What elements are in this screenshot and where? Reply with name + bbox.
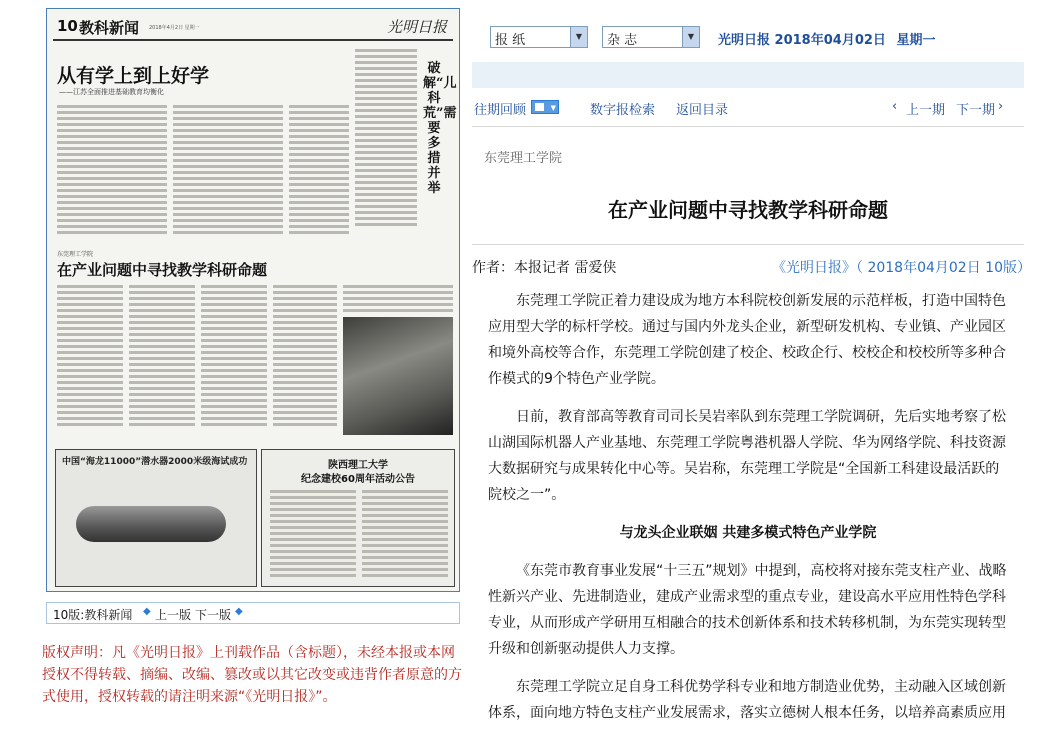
- newspaper-headline-2[interactable]: 在产业问题中寻找教学科研命题: [57, 261, 268, 279]
- header-band: [472, 62, 1024, 88]
- newspaper-ad-notice[interactable]: [261, 449, 455, 587]
- back-to-index-link[interactable]: 返回目录: [676, 103, 729, 118]
- newspaper-subheadline: ——江苏全面推进基础教育均衡化: [59, 88, 164, 96]
- prev-page-link[interactable]: 上一版: [155, 608, 192, 622]
- paper-select-value: 报 纸: [495, 33, 526, 48]
- article-paragraph: 东莞理工学院立足自身工科优势学科专业和地方制造业优势，主动融入区域创新体系，面向地方特色支柱产业发展需求，落实立德树人根本任务，以培养高素质应用: [488, 679, 1006, 721]
- divider: [472, 244, 1024, 245]
- magazine-select-value: 杂 志: [607, 33, 638, 48]
- article-publication[interactable]: 《光明日报》（ 2018年04月02日 10版）: [772, 260, 1031, 276]
- text-column: [57, 105, 167, 237]
- magazine-select[interactable]: [602, 26, 700, 48]
- next-page-icon[interactable]: ◆: [235, 606, 243, 617]
- current-page-label: 10版:教科新闻: [53, 608, 133, 622]
- article-paragraph: 日前，教育部高等教育司司长吴岩率队到东莞理工学院调研，先后实地考察了松山湖国际机器人产业基地、东莞理工学院粤港机器人学院、华为网络学院、科技资源大数据研究与成果转化中心等。吴岩称，东莞理工学院是“全国新工科建设最活跃的院校之一”。: [488, 409, 1006, 503]
- text-column: [289, 105, 349, 237]
- text-column: [273, 285, 337, 429]
- text-column: [355, 49, 417, 229]
- issue-weekday: 星期一: [896, 33, 936, 48]
- article-subheading: 与龙头企业联姻 共建多模式特色产业学院: [619, 525, 877, 541]
- text-column: [173, 105, 283, 237]
- newspaper-logo: 光明日报: [386, 18, 447, 36]
- article-paragraph: 东莞理工学院正着力建设成为地方本科院校创新发展的示范样板，打造中国特色应用型大学的标杆学校。通过与国内外龙头企业，新型研发机构、专业镇、产业园区和境外高校等合作，东莞理工学院创建了校企、校政企行、校校企和校校所等多种合作模式的9个特色产业学院。: [488, 293, 1006, 387]
- paper-select[interactable]: [490, 26, 588, 48]
- article-title: 在产业问题中寻找教学科研命题: [608, 198, 888, 222]
- newspaper-page-number: 10: [57, 17, 78, 35]
- issue-date: 2018年04月02日: [774, 33, 886, 48]
- prev-page-icon[interactable]: ◆: [143, 606, 151, 617]
- article-byline: 作者：本报记者 雷爱侠: [472, 260, 617, 276]
- newspaper-section-name: 教科新闻: [79, 19, 140, 37]
- ad-title: 陕西理工大学: [328, 460, 388, 471]
- text-column: [362, 490, 448, 580]
- archive-link[interactable]: 往期回顾: [474, 103, 527, 118]
- text-column: [270, 490, 356, 580]
- text-column: [129, 285, 195, 429]
- text-column: [57, 285, 123, 429]
- newspaper-photo: [343, 317, 453, 435]
- newspaper-side-headline[interactable]: 破解“儿科荒”需要多措并举: [423, 61, 457, 196]
- ad-title: 中国“海龙11000”潜水器2000米级海试成功: [62, 457, 248, 467]
- newspaper-headline[interactable]: 从有学上到上好学: [57, 65, 210, 87]
- chevron-left-icon[interactable]: ‹: [892, 99, 898, 114]
- text-column: [201, 285, 267, 429]
- chevron-down-icon[interactable]: ▼: [682, 27, 699, 47]
- newspaper-ad-submarine[interactable]: [55, 449, 257, 587]
- next-issue-link[interactable]: 下一期: [956, 103, 996, 118]
- next-page-link[interactable]: 下一版: [195, 608, 232, 622]
- text-column: [343, 285, 453, 315]
- issue-info: [718, 29, 935, 48]
- article-paragraph: 《东莞市教育事业发展“十三五”规划》中提到，高校将对接东莞支柱产业、战略性新兴产业、先进制造业，建成产业需求型的重点专业，建设高水平应用性特色学科专业，从而形成产学研用互相融合的技术创新体系和技术转移机制，为东莞实现转型升级和创新驱动提供人力支撑。: [488, 563, 1007, 657]
- article-source-tag: 东莞理工学院: [484, 151, 563, 166]
- newspaper-date-line: 2018年4月2日 星期一: [149, 25, 200, 31]
- prev-issue-link[interactable]: 上一期: [906, 103, 946, 118]
- chevron-right-icon[interactable]: ›: [998, 99, 1004, 114]
- copyright-notice: 版权声明：凡《光明日报》上刊载作品（含标题），未经本报或本网授权不得转载、摘编、改编、篡改或以其它改变或违背作者原意的方式使用，授权转载的请注明来源“《光明日报》”。: [42, 645, 462, 705]
- calendar-icon[interactable]: ▼: [531, 100, 559, 114]
- search-archive-link[interactable]: 数字报检索: [590, 103, 656, 118]
- ad-subtitle: 纪念建校60周年活动公告: [301, 474, 415, 485]
- newspaper-page-image[interactable]: [46, 8, 460, 592]
- paper-name: 光明日报: [718, 33, 771, 48]
- chevron-down-icon[interactable]: ▼: [570, 27, 587, 47]
- newspaper-kicker: 东莞理工学院: [57, 251, 94, 258]
- article-body: [488, 288, 1008, 738]
- page-navigation: [46, 602, 460, 624]
- submarine-image: [76, 506, 226, 542]
- divider: [472, 126, 1024, 127]
- newspaper-masthead: [53, 15, 453, 41]
